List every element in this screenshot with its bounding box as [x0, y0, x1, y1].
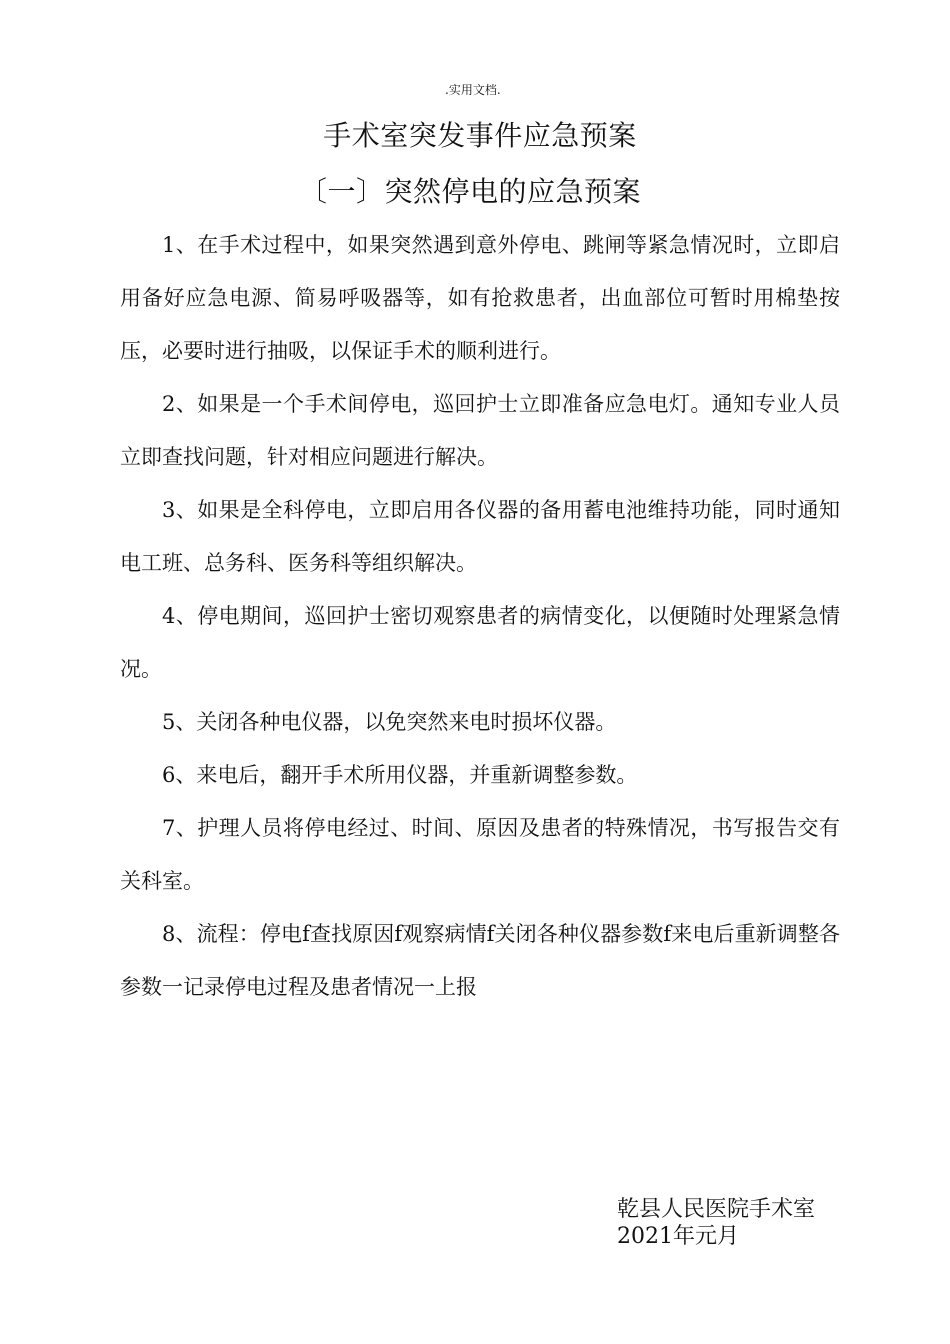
paragraph-2: 2、如果是一个手术间停电，巡回护士立即准备应急电灯。通知专业人员立即查找问题，针对相应问题进行解决。 [120, 392, 840, 469]
paragraph-5: 5、关闭各种电仪器，以免突然来电时损坏仪器。 [162, 710, 617, 734]
signature-block [617, 1196, 817, 1250]
header-note: .实用文档. [445, 83, 501, 97]
paragraph-3: 3、如果是全科停电，立即启用各仪器的备用蓄电池维持功能，同时通知电工班、总务科、医务科等组织解决。 [120, 498, 840, 575]
signature-organization: 乾县人民医院手术室 [617, 1197, 816, 1222]
paragraph-4: 4、停电期间，巡回护士密切观察患者的病情变化，以便随时处理紧急情况。 [120, 604, 840, 681]
paragraph-1: 1、在手术过程中，如果突然遇到意外停电、跳闸等紧急情况时，立即启用备好应急电源、简易呼吸器等，如有抢救患者，出血部位可暂时用棉垫按压，必要时进行抽吸，以保证手术的顺利进行。 [120, 233, 840, 363]
signature-date: 2021年元月 [617, 1224, 739, 1249]
paragraph-8: 8、流程：停电f查找原因f观察病情f关闭各种仪器参数f来电后重新调整各参数一记录停电过程及患者情况一上报 [120, 922, 840, 999]
section-title: 〔一〕突然停电的应急预案 [298, 175, 641, 208]
paragraph-6: 6、来电后，翻开手术所用仪器，并重新调整参数。 [162, 763, 638, 787]
document-title: 手术室突发事件应急预案 [323, 119, 637, 152]
paragraph-7: 7、护理人员将停电经过、时间、原因及患者的特殊情况，书写报告交有关科室。 [120, 816, 840, 893]
